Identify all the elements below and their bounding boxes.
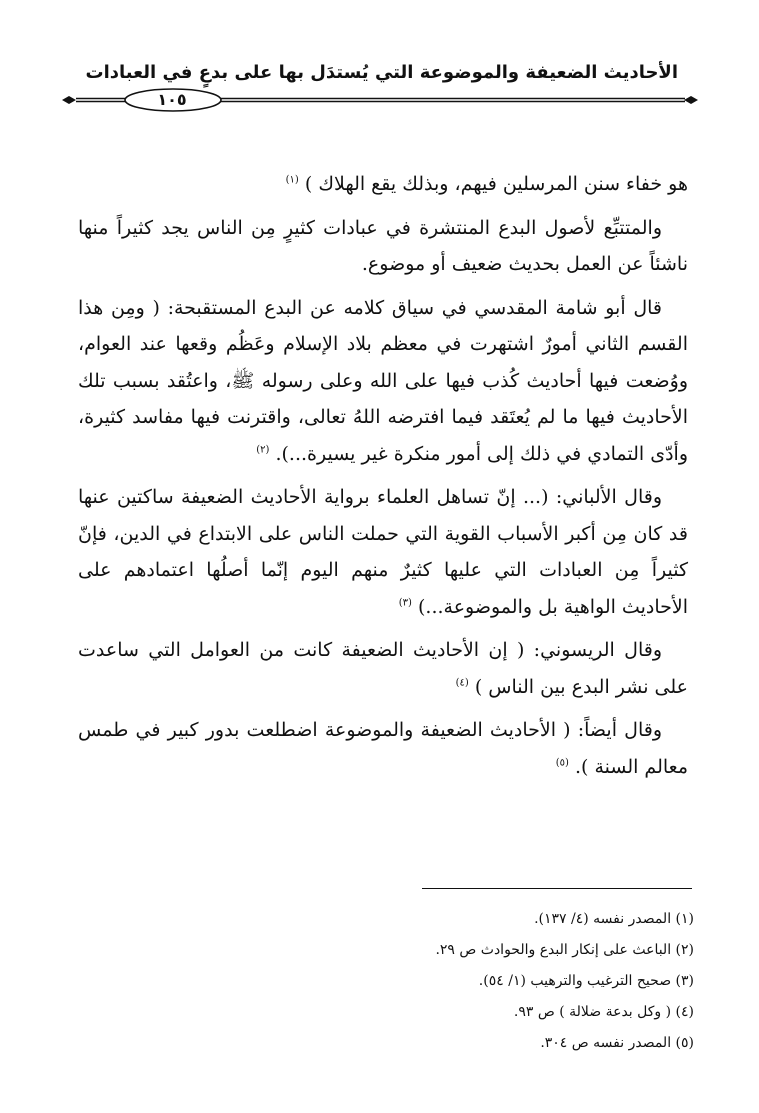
footnote-ref-5: (٥) [555,757,569,769]
footnote-ref-2: (٢) [256,444,270,456]
footnote-4: (٤) ( وكل بدعة ضلالة ) ص ٩٣. [513,1004,694,1020]
running-title: الأحاديث الضعيفة والموضوعة التي يُستدَل بها على بدعٍ في العبادات [85,62,678,83]
paragraph-5: وقال الريسوني: ( إن الأحاديث الضعيفة كانت من العوامل التي ساعدت على نشر البدع بين الناس ) $^{(٤)}$ [78,639,688,698]
footnote-1: (١) المصدر نفسه (٤/ ١٣٧). [534,911,694,927]
footnote-5: (٥) المصدر نفسه ص ٣٠٤. [540,1035,694,1051]
footnote-separator [422,888,692,889]
footnote-ref-3: (٣) [398,597,412,609]
paragraph-6: وقال أيضاً: ( الأحاديث الضعيفة والموضوعة اضطلعت بدور كبير في طمس معالم السنة ). $^{(٥)}$ [78,719,688,778]
footnote-ref-4: (٤) [455,677,469,689]
paragraph-2: والمتتبِّع لأصول البدع المنتشرة في عبادات كثيرٍ مِن الناس يجد كثيراً منها ناشئاً عن العمل بحديث ضعيف أو موضوع. [78,216,688,275]
footnote-ref-1: (١) [285,174,299,186]
main-text [78,166,688,792]
paragraph-4: وقال الألباني: (... إنّ تساهل العلماء برواية الأحاديث الضعيفة ساكتين عنها قد كان مِن أكبر الأسباب القوية التي حملت الناس على الابتداع في الدين، فإنّ كثيراً مِن العبادات التي عليها كثيرٌ منهم اليوم إنّما أصلُها اعتمادهم على الأحاديث الواهية بل والموضوعة...) $^{(٣)}$ [78,486,688,618]
paragraph-3: قال أبو شامة المقدسي في سياق كلامه عن البدع المستقبحة: ( ومِن هذا القسم الثاني أمورٌ اشتهرت في معظم بلاد الإسلام وعَظُم وقعها عند العوام، ووُضعت فيها أحاديث كُذب فيها على الله وعلى رسوله ﷺ، واعتُقد بسبب تلك الأحاديث فيها ما لم يُعتَقد فيما افترضه اللهُ تعالى، واقترنت فيها مفاسد كثيرة، وأدّى التمادي في ذلك إلى أمور منكرة غير يسيرة...). $^{(٢)}$ [78,296,688,465]
footnote-2: (٢) الباعث على إنكار البدع والحوادث ص ٢٩. [435,942,694,958]
page-number: ١٠٥ [157,90,187,109]
page-header [60,62,700,112]
paragraph-1: هو خفاء سنن المرسلين فيهم، وبذلك يقع الهلاك ) $^{(١)}$ [285,173,688,195]
footnote-3: (٣) صحيح الترغيب والترهيب (١/ ٥٤). [478,973,694,989]
footnotes [300,904,694,1059]
